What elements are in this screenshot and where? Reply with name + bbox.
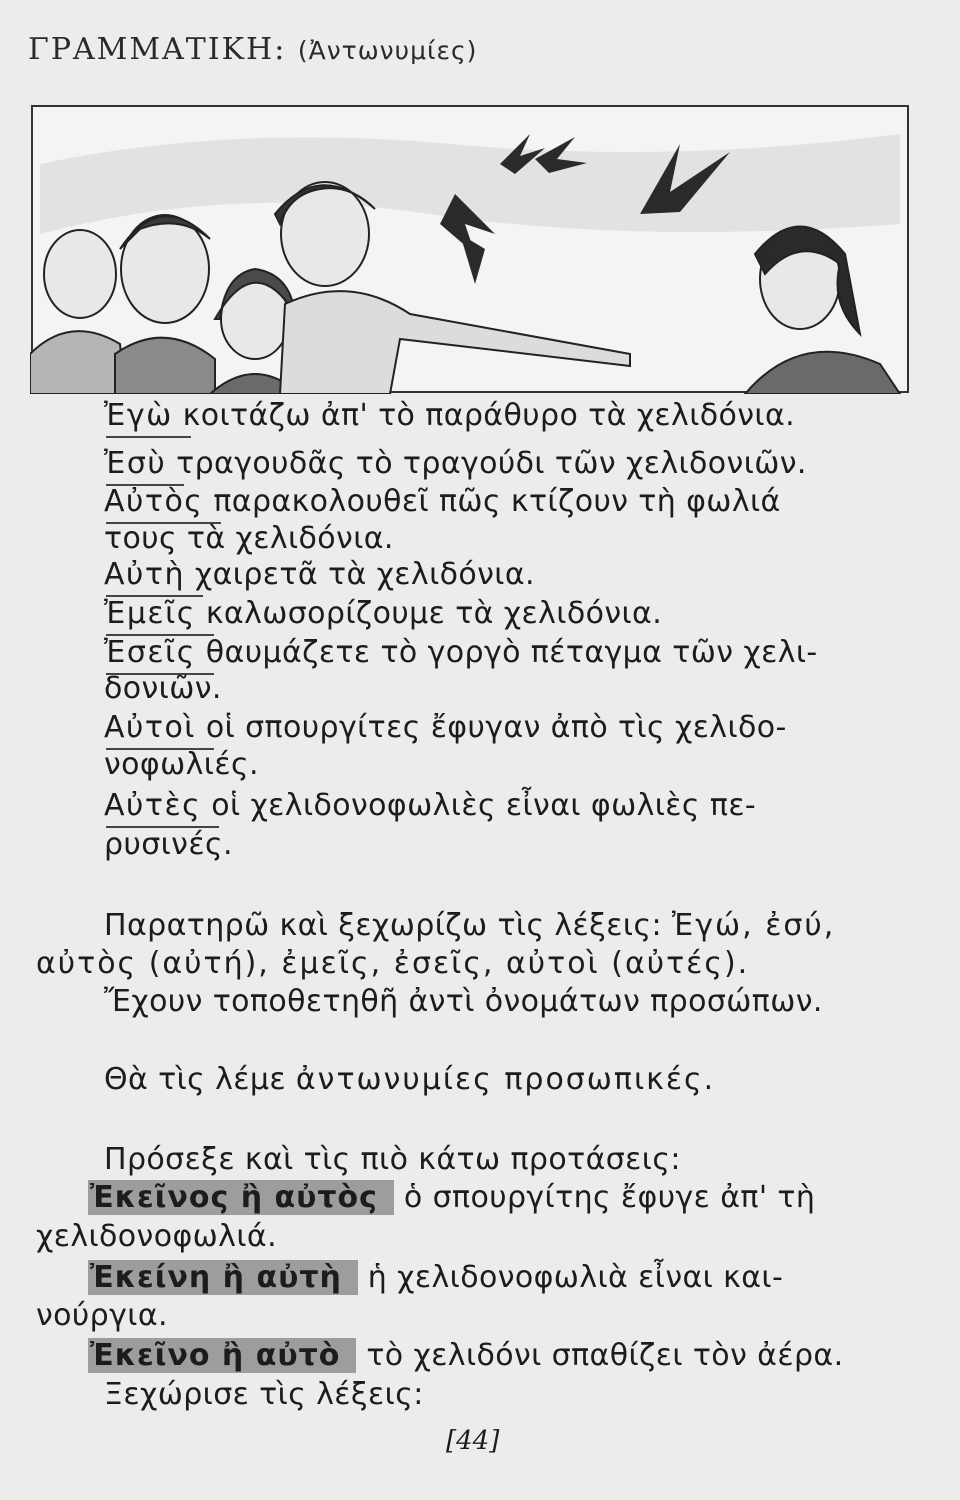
pronoun-word: Ἐμεῖς bbox=[104, 596, 196, 631]
demonstrative-line-cont: νούργια. bbox=[36, 1298, 168, 1333]
example-line: Ἐσεῖς θαυμάζετε τὸ γοργὸ πέταγμα τῶν χελι- bbox=[104, 635, 818, 670]
example-line: Αὐτὸς παρακολουθεῖ πῶς κτίζουν τὴ φωλιά bbox=[104, 484, 781, 519]
pronoun-word: Αὐτὴ bbox=[104, 557, 185, 592]
example-line: Αὐτοὶ οἱ σπουργίτες ἔφυγαν ἀπὸ τὶς χελιδο- bbox=[104, 710, 787, 745]
pronoun-word: Ἐσὺ bbox=[104, 446, 167, 481]
example-line: Ἐγὼ κοιτάζω ἀπ' τὸ παράθυρο τὰ χελιδόνια. bbox=[104, 398, 796, 433]
example-line: Αὐτὴ χαιρετᾶ τὰ χελιδόνια. bbox=[104, 557, 535, 592]
highlighted-pronoun: Ἐκείνη ἢ αὐτὴ bbox=[88, 1260, 358, 1295]
demonstrative-line: Ἐκεῖνος ἢ αὐτὸς ὁ σπουργίτης ἔφυγε ἀπ' τὴ bbox=[90, 1180, 816, 1215]
example-line-cont: νοφωλιές. bbox=[104, 747, 259, 782]
demonstrative-line: Ἐκείνη ἢ αὐτὴ ἡ χελιδονοφωλιὰ εἶναι και- bbox=[90, 1260, 784, 1295]
pronoun-word: Αὐτὸς bbox=[104, 484, 204, 519]
observe-word-list: αὐτὸς (αὐτή), ἐμεῖς, ἐσεῖς, αὐτοὶ (αὐτές). bbox=[36, 946, 750, 981]
example-line: Αὐτὲς οἱ χελιδονοφωλιὲς εἶναι φωλιὲς πε- bbox=[104, 788, 757, 823]
example-line: Ἐσὺ τραγουδᾶς τὸ τραγούδι τῶν χελιδονιῶν. bbox=[104, 446, 807, 481]
pronoun-word: Ἐσεῖς bbox=[104, 635, 196, 670]
page-heading bbox=[28, 32, 477, 67]
observe-words: Ἐγώ, ἐσύ, bbox=[671, 908, 836, 943]
demonstrative-line-cont: χελιδονοφωλιά. bbox=[36, 1219, 278, 1254]
page-number: [44] bbox=[446, 1426, 500, 1456]
highlighted-pronoun: Ἐκεῖνο ἢ αὐτὸ bbox=[88, 1338, 356, 1373]
rule-statement: Θὰ τὶς λέμε ἀντωνυμίες προσωπικές. bbox=[104, 1062, 716, 1097]
example-line-cont: δονιῶν. bbox=[104, 671, 222, 706]
rule-term: ἀντωνυμίες προσωπικές. bbox=[295, 1062, 716, 1097]
swallows-illustration bbox=[30, 104, 910, 394]
pronoun-word: Αὐτὲς bbox=[104, 788, 202, 823]
attention-line: Πρόσεξε καὶ τὶς πιὸ κάτω προτάσεις: bbox=[104, 1142, 681, 1177]
observe-text: Παρατηρῶ καὶ ξεχωρίζω τὶς λέξεις: bbox=[104, 908, 662, 943]
example-line: Ἐμεῖς καλωσορίζουμε τὰ χελιδόνια. bbox=[104, 596, 663, 631]
highlighted-pronoun: Ἐκεῖνος ἢ αὐτὸς bbox=[88, 1180, 394, 1215]
demonstrative-line: Ἐκεῖνο ἢ αὐτὸ τὸ χελιδόνι σπαθίζει τὸν ἀέρα. bbox=[90, 1338, 844, 1373]
exercise-prompt: Ξεχώρισε τὶς λέξεις: bbox=[104, 1377, 424, 1412]
pronoun-word: Ἐγὼ bbox=[104, 398, 173, 433]
heading-title: ΓΡΑΜΜΑΤΙΚΗ: bbox=[28, 32, 287, 67]
observe-explanation: Ἔχουν τοποθετηθῆ ἀντὶ ὀνομάτων προσώπων. bbox=[104, 984, 823, 1019]
example-line-cont: τους τὰ χελιδόνια. bbox=[104, 521, 394, 556]
heading-subtitle: (Ἀντωνυμίες) bbox=[297, 36, 478, 65]
pronoun-word: Αὐτοὶ bbox=[104, 710, 196, 745]
example-line-cont: ρυσινές. bbox=[104, 827, 233, 862]
